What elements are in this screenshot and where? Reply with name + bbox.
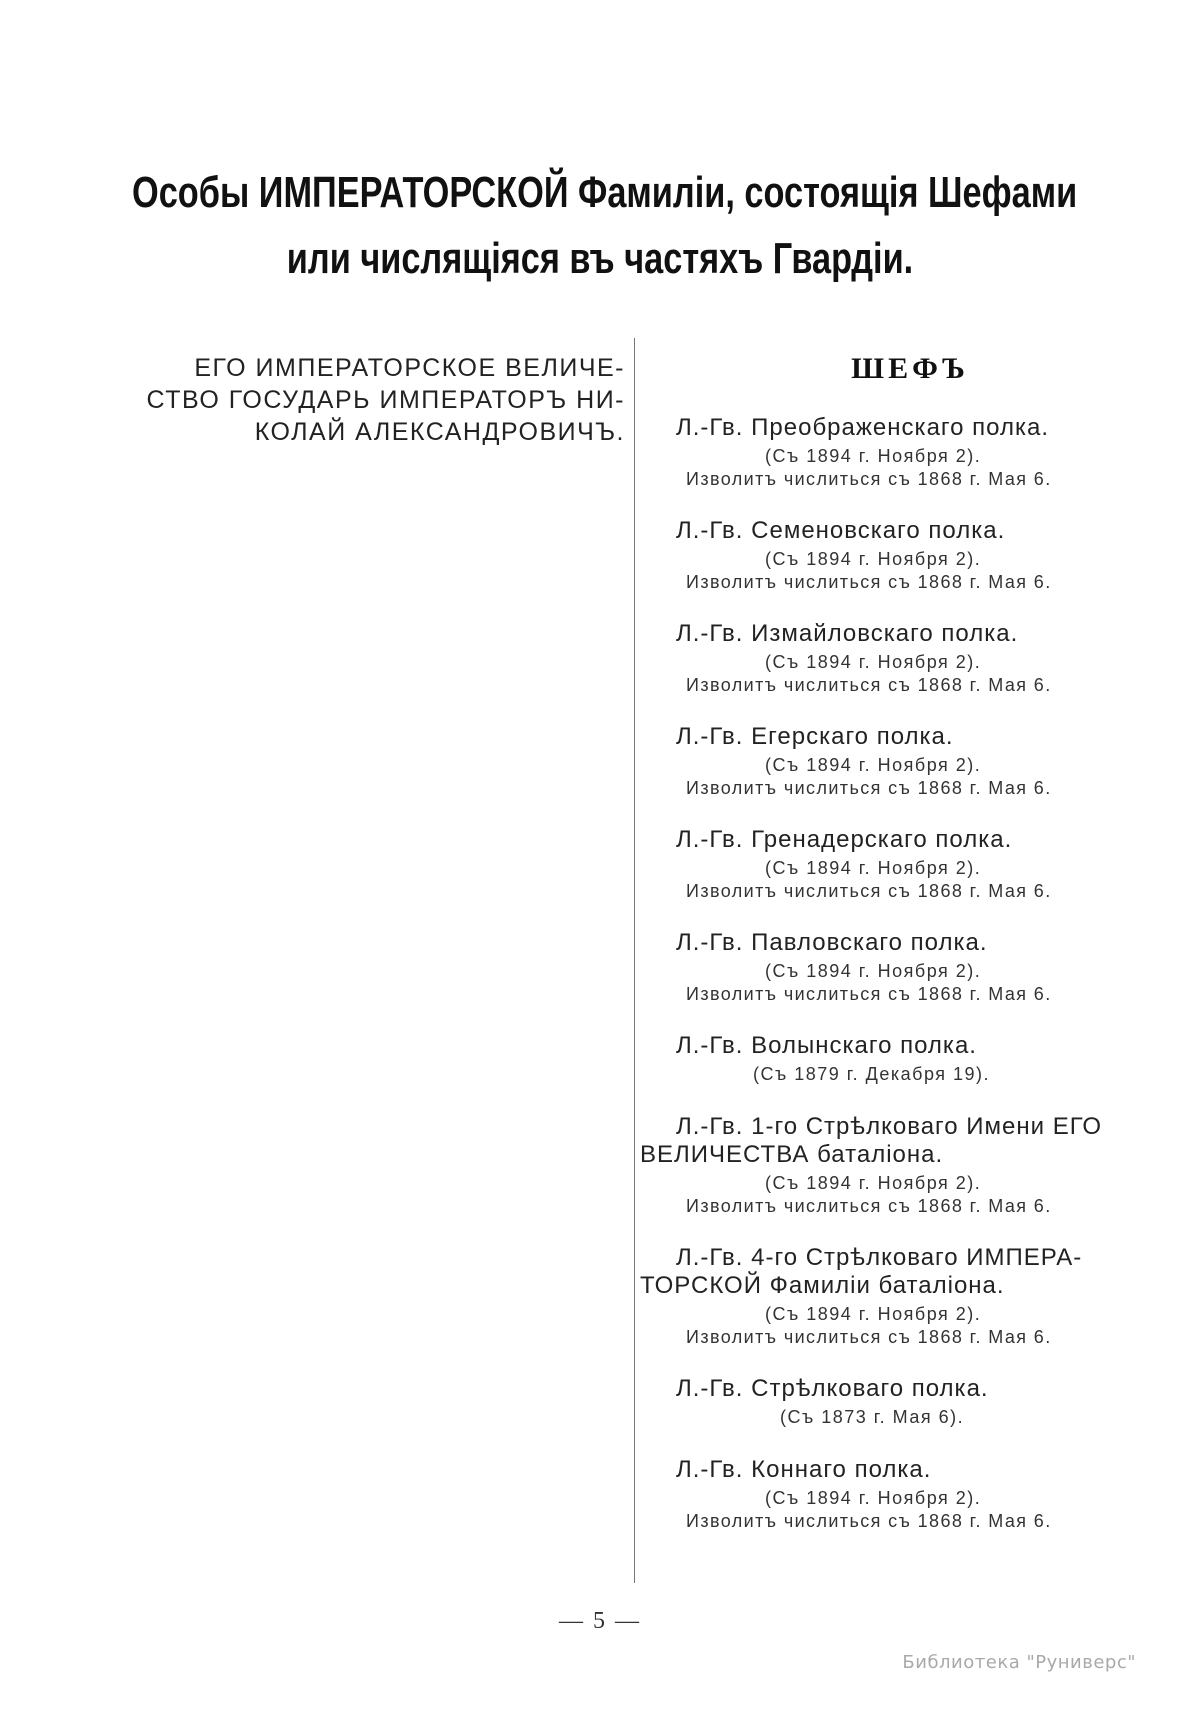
page-title — [132, 160, 1078, 292]
chief-since: (Съ 1894 г. Ноября 2). — [765, 1488, 982, 1508]
sovereign-line-1: ЕГО ИМПЕРАТОРСКОЕ ВЕЛИЧЕ- — [194, 354, 625, 382]
chief-since: (Съ 1894 г. Ноября 2). — [765, 961, 982, 981]
regiment-entry — [640, 1456, 1140, 1532]
regiment-name-line-1: Л.-Гв. 1-го Стрѣлковаго Имени ЕГО — [676, 1113, 1103, 1140]
regiment-name: Л.-Гв. Гренадерскаго полка. — [676, 826, 1013, 853]
listed-since: Изволитъ числиться съ 1868 г. Мая 6. — [686, 1327, 1052, 1347]
regiment-name — [640, 1244, 1140, 1300]
chief-since: (Съ 1894 г. Ноября 2). — [765, 549, 982, 569]
chief-since: (Съ 1894 г. Ноября 2). — [765, 446, 982, 466]
regiment-name: Л.-Гв. Преображенскаго полка. — [676, 414, 1050, 441]
chief-since: (Съ 1894 г. Ноября 2). — [765, 858, 982, 878]
listed-since: Изволитъ числиться съ 1868 г. Мая 6. — [686, 881, 1052, 901]
chief-since: (Съ 1894 г. Ноября 2). — [765, 1173, 982, 1193]
title-line-1: Особы ИМПЕРАТОРСКОЙ Фамиліи, состоящія Шефами — [132, 168, 1078, 217]
regiment-name — [640, 1113, 1140, 1169]
chief-since: (Съ 1894 г. Ноября 2). — [765, 755, 982, 775]
regiment-name: Л.-Гв. Измайловскаго полка. — [676, 620, 1019, 647]
sovereign-line-3: КОЛАЙ АЛЕКСАНДРОВИЧЪ. — [254, 418, 625, 446]
sovereign-line-2: СТВО ГОСУДАРЬ ИМПЕРАТОРЪ НИ- — [146, 386, 625, 414]
chief-since: (Съ 1894 г. Ноября 2). — [765, 1304, 982, 1324]
listed-since: Изволитъ числиться съ 1868 г. Мая 6. — [686, 469, 1052, 489]
regiments-column — [640, 352, 1140, 1559]
library-watermark: Библиотека "Руниверс" — [902, 1652, 1136, 1673]
regiment-name: Л.-Гв. Семеновскаго полка. — [676, 517, 1006, 544]
regiment-entry — [640, 517, 1140, 593]
listed-since: Изволитъ числиться съ 1868 г. Мая 6. — [686, 675, 1052, 695]
chief-since: (Съ 1894 г. Ноября 2). — [765, 652, 982, 672]
listed-since: Изволитъ числиться съ 1868 г. Мая 6. — [686, 1196, 1052, 1216]
regiment-name: Л.-Гв. Волынскаго полка. — [676, 1032, 977, 1059]
listed-since: Изволитъ числиться съ 1868 г. Мая 6. — [686, 572, 1052, 592]
regiment-name: Л.-Гв. Стрѣлковаго полка. — [676, 1375, 989, 1402]
column-divider — [634, 338, 635, 1583]
title-line-2: или числящіяся въ частяхъ Гвардіи. — [286, 234, 914, 283]
regiment-entry — [640, 1244, 1140, 1348]
regiment-name-line-2: ТОРСКОЙ Фамиліи баталіона. — [640, 1272, 1005, 1299]
regiment-entry — [640, 414, 1140, 490]
listed-since: Изволитъ числиться съ 1868 г. Мая 6. — [686, 1511, 1052, 1531]
regiment-name: Л.-Гв. Егерскаго полка. — [676, 723, 954, 750]
regiment-entry — [640, 1375, 1140, 1429]
chief-since: (Съ 1879 г. Декабря 19). — [753, 1064, 991, 1084]
regiment-name: Л.-Гв. Коннаго полка. — [676, 1456, 932, 1483]
regiment-name-line-1: Л.-Гв. 4-го Стрѣлковаго ИМПЕРА- — [676, 1244, 1083, 1271]
listed-since: Изволитъ числиться съ 1868 г. Мая 6. — [686, 984, 1052, 1004]
regiment-name-line-2: ВЕЛИЧЕСТВА баталіона. — [640, 1141, 944, 1168]
page-number: — 5 — — [559, 1608, 641, 1634]
chief-since: (Съ 1873 г. Мая 6). — [780, 1407, 965, 1427]
listed-since: Изволитъ числиться съ 1868 г. Мая 6. — [686, 778, 1052, 798]
regiment-entry — [640, 826, 1140, 902]
regiment-entry — [640, 723, 1140, 799]
shef-heading: ШЕФЪ — [851, 352, 969, 385]
regiment-entry — [640, 1113, 1140, 1217]
regiment-entry — [640, 1032, 1140, 1086]
regiment-entry — [640, 929, 1140, 1005]
sovereign-name-block — [140, 352, 625, 448]
regiment-entry — [640, 620, 1140, 696]
regiment-name: Л.-Гв. Павловскаго полка. — [676, 929, 988, 956]
